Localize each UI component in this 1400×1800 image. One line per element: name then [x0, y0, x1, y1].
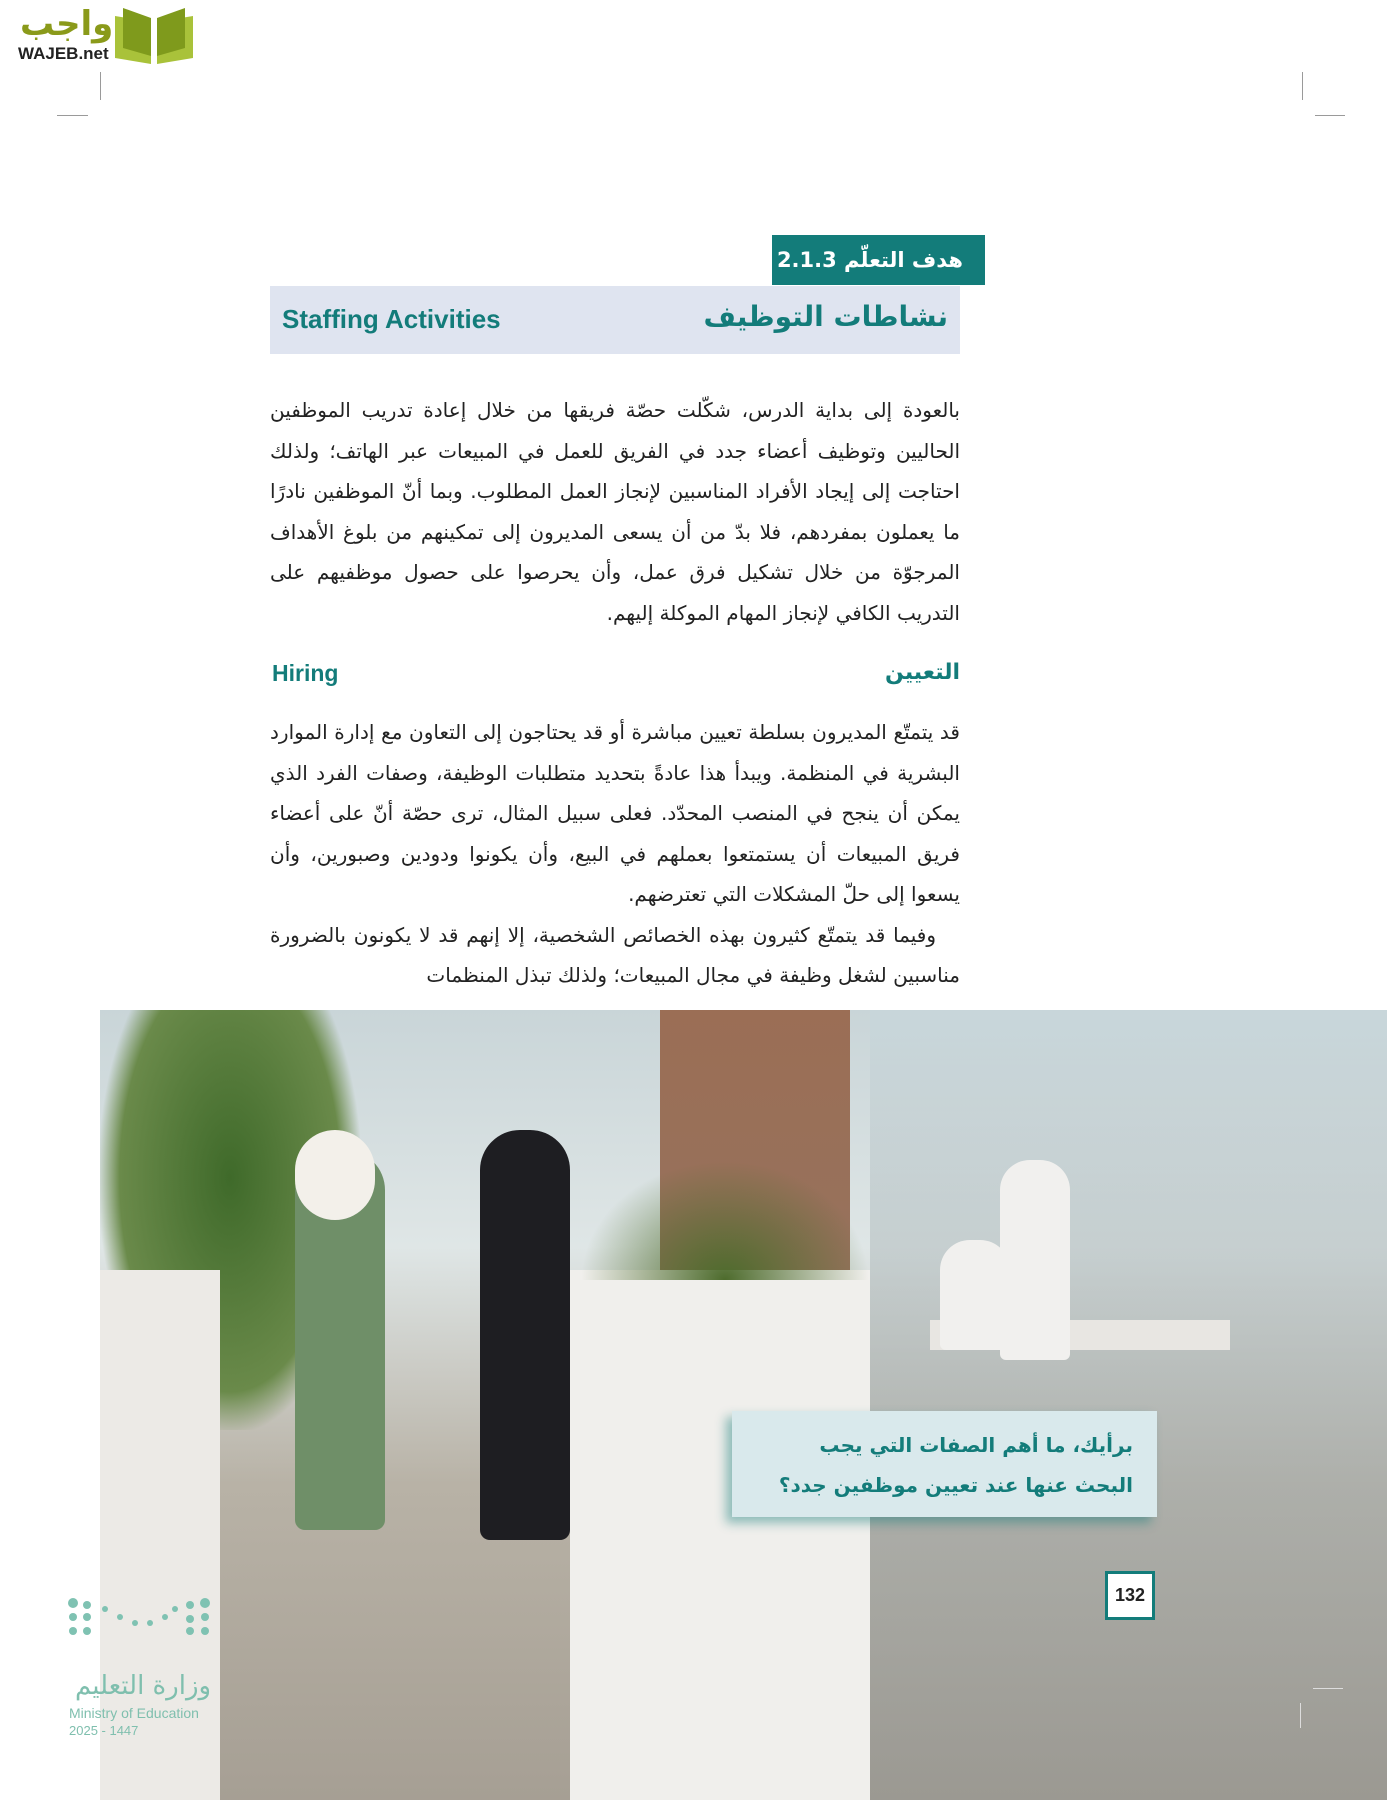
section-title-en: Staffing Activities	[282, 304, 501, 334]
ministry-dots-icon	[65, 1595, 215, 1645]
hiring-paragraph-2: وفيما قد يتمتّع كثيرون بهذه الخصائص الشخصية، إلا إنهم قد لا يكونون بالضرورة مناسبين لشغل وظيفة في مجال المبيعات؛ ولذلك تبذل المنظمات	[270, 922, 960, 987]
crop-mark	[100, 72, 101, 100]
section-title-ar: نشاطات التوظيف	[703, 300, 948, 333]
man-standing	[1000, 1160, 1070, 1360]
crop-mark	[1313, 1688, 1343, 1689]
wajeb-logo	[8, 4, 198, 70]
crop-mark	[1315, 115, 1345, 116]
hiring-body	[270, 712, 960, 996]
man-seated	[940, 1240, 1010, 1350]
planter-cabinet	[570, 1270, 870, 1800]
crop-mark	[1302, 72, 1303, 100]
glass-meeting-room	[870, 1010, 1387, 1800]
hiring-heading	[270, 660, 960, 696]
book-icon	[113, 6, 195, 66]
crop-mark	[57, 115, 88, 116]
ministry-name-ar: وزارة التعليم	[75, 1671, 212, 1701]
ministry-logo	[55, 1595, 245, 1738]
woman-black	[480, 1130, 570, 1540]
ministry-year: 2025 - 1447	[69, 1723, 139, 1738]
crop-mark	[1300, 1703, 1301, 1728]
hiring-title-ar: التعيين	[885, 660, 960, 685]
logo-arabic: واجب	[20, 4, 114, 44]
ministry-name-en: Ministry of Education	[69, 1705, 199, 1721]
page-number: 132	[1105, 1571, 1155, 1620]
discussion-question: برأيك، ما أهم الصفات التي يجب البحث عنها عند تعيين موظفين جدد؟	[732, 1411, 1157, 1517]
hiring-paragraph-1: قد يتمتّع المديرون بسلطة تعيين مباشرة أو قد يحتاجون إلى التعاون مع إدارة الموارد البشرية في المنظمة. ويبدأ هذا عادةً بتحديد متطلبات الوظيفة، وصفات الفرد الذي يمكن أن ينجح في المنصب المحدّد. فعلى سبيل المثال، ترى حصّة أنّ على أعضاء فريق المبيعات أن يستمتعوا بعملهم في البيع، وأن يكونوا ودودين وصبورين، وأن يسعوا إلى حلّ المشكلات التي تعترضهم.	[270, 720, 960, 906]
logo-latin: WAJEB.net	[18, 44, 109, 63]
section-header	[270, 286, 960, 354]
office-photo	[100, 1010, 1387, 1800]
hiring-title-en: Hiring	[272, 660, 339, 686]
white-hijab	[295, 1130, 375, 1220]
intro-paragraph: بالعودة إلى بداية الدرس، شكّلت حصّة فريقها من خلال إعادة تدريب الموظفين الحاليين وتوظيف أعضاء جدد في الفريق للعمل في المبيعات عبر الهاتف؛ ولذلك احتاجت إلى إيجاد الأفراد المناسبين لإنجاز العمل المطلوب. وبما أنّ الموظفين نادرًا ما يعملون بمفردهم، فلا بدّ من أن يسعى المديرون إلى تمكينهم من بلوغ الأهداف المرجوّة من خلال تشكيل فرق عمل، وأن يحرصوا على حصول موظفيهم على التدريب الكافي لإنجاز المهام الموكلة إليهم.	[270, 398, 960, 625]
learning-goal-badge: هدف التعلّم 2.1.3	[772, 235, 985, 285]
planter-leaves	[580, 1160, 870, 1280]
